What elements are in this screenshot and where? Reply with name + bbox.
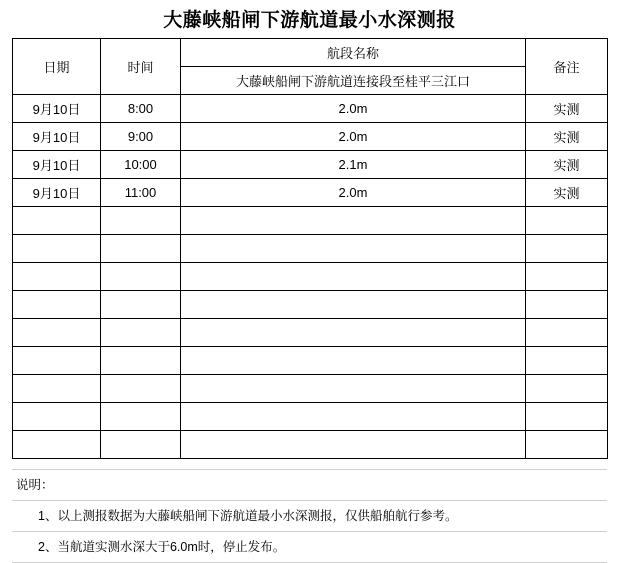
column-header-time: 时间 [101, 39, 181, 95]
cell-remark: 实测 [526, 123, 608, 151]
cell-remark: 实测 [526, 151, 608, 179]
table-row [13, 123, 608, 151]
note-item-1: 1、以上测报数据为大藤峡船闸下游航道最小水深测报，仅供船舶航行参考。 [12, 501, 607, 532]
cell-remark [526, 319, 608, 347]
cell-time: 10:00 [101, 151, 181, 179]
cell-time [101, 431, 181, 459]
cell-depth [181, 263, 526, 291]
cell-date [13, 291, 101, 319]
cell-date [13, 403, 101, 431]
table-row [13, 151, 608, 179]
cell-depth [181, 207, 526, 235]
cell-date: 9月10日 [13, 123, 101, 151]
cell-date [13, 263, 101, 291]
cell-remark [526, 431, 608, 459]
cell-date [13, 375, 101, 403]
table-row-empty [13, 235, 608, 263]
cell-time [101, 263, 181, 291]
cell-date [13, 347, 101, 375]
notes-section [12, 469, 607, 563]
table-row-empty [13, 431, 608, 459]
cell-time [101, 235, 181, 263]
column-header-remark: 备注 [526, 39, 608, 95]
cell-depth: 2.0m [181, 95, 526, 123]
cell-date: 9月10日 [13, 151, 101, 179]
table-body [13, 39, 608, 459]
cell-time [101, 375, 181, 403]
cell-time: 8:00 [101, 95, 181, 123]
cell-depth [181, 403, 526, 431]
table-row-empty [13, 207, 608, 235]
cell-depth [181, 235, 526, 263]
cell-date: 9月10日 [13, 179, 101, 207]
cell-depth [181, 431, 526, 459]
table-row-empty [13, 263, 608, 291]
cell-remark [526, 207, 608, 235]
cell-date [13, 207, 101, 235]
cell-date [13, 319, 101, 347]
column-header-date: 日期 [13, 39, 101, 95]
cell-depth [181, 319, 526, 347]
cell-time [101, 291, 181, 319]
cell-remark: 实测 [526, 95, 608, 123]
page-title: 大藤峡船闸下游航道最小水深测报 [163, 10, 456, 31]
cell-remark [526, 403, 608, 431]
cell-remark [526, 375, 608, 403]
cell-time: 11:00 [101, 179, 181, 207]
column-header-route-group: 航段名称 [181, 39, 526, 67]
table-row-empty [13, 375, 608, 403]
cell-depth: 2.1m [181, 151, 526, 179]
depth-report-table [12, 38, 608, 459]
table-header-row [13, 39, 608, 67]
table-row-empty [13, 347, 608, 375]
cell-remark [526, 263, 608, 291]
table-row [13, 179, 608, 207]
table-row-empty [13, 319, 608, 347]
note-item-2: 2、当航道实测水深大于6.0m时，停止发布。 [12, 532, 607, 563]
notes-label: 说明： [12, 469, 607, 501]
table-row-empty [13, 403, 608, 431]
cell-depth: 2.0m [181, 179, 526, 207]
cell-date: 9月10日 [13, 95, 101, 123]
table-row [13, 95, 608, 123]
cell-depth [181, 375, 526, 403]
cell-time [101, 319, 181, 347]
cell-remark [526, 291, 608, 319]
cell-depth [181, 347, 526, 375]
column-header-route-sub: 大藤峡船闸下游航道连接段至桂平三江口 [181, 67, 526, 95]
cell-date [13, 431, 101, 459]
cell-depth: 2.0m [181, 123, 526, 151]
cell-time: 9:00 [101, 123, 181, 151]
cell-date [13, 235, 101, 263]
cell-remark [526, 235, 608, 263]
cell-depth [181, 291, 526, 319]
cell-time [101, 403, 181, 431]
cell-time [101, 347, 181, 375]
table-row-empty [13, 291, 608, 319]
cell-time [101, 207, 181, 235]
cell-remark [526, 347, 608, 375]
cell-remark: 实测 [526, 179, 608, 207]
